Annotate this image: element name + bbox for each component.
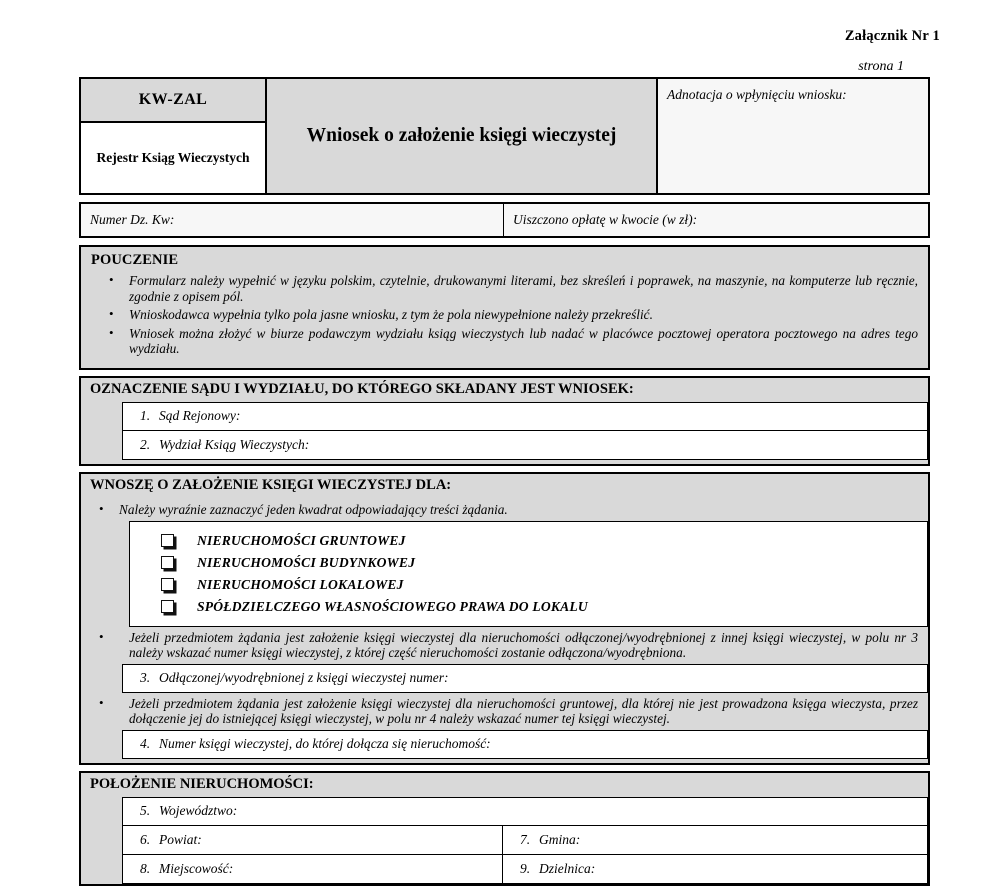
list-item: • Formularz należy wypełnić w języku polskim, czytelnie, drukowanymi literami, bez skreśleń i poprawek, na maszynie, na komputerze lub ręcznie, zgodnie z opisem pól. [91, 273, 918, 304]
instructions-heading: POUCZENIE [91, 252, 179, 268]
option-label: NIERUCHOMOŚCI LOKALOWEJ [197, 576, 404, 592]
field-number: 9. [520, 860, 531, 876]
field-dzielnica[interactable] [503, 855, 927, 883]
field-wojewodztwo[interactable] [122, 797, 928, 826]
option-label: NIERUCHOMOŚCI BUDYNKOWEJ [197, 554, 416, 570]
option-nieruchomosci-lokalowej[interactable] [130, 574, 927, 596]
field-4-wrapper [122, 730, 928, 759]
form-code: KW-ZAL [81, 79, 265, 123]
field-numer-ksiegi-wieczystej[interactable] [122, 730, 928, 759]
location-row-miejscowosc-dzielnica [122, 855, 928, 884]
field-number: 4. [140, 736, 151, 752]
field-label: Województwo: [159, 803, 238, 819]
annotation-box[interactable] [656, 79, 928, 193]
note-field-4: • Jeżeli przedmiotem żądania jest założenie księgi wieczystej dla nieruchomości gruntowej, dla której nie jest prowadzona księga wieczysta, przez dołączenie jej do istniejącej księgi wieczystej, w polu nr 4 należy wskazać numer tej księgi wieczystej. [81, 693, 928, 730]
property-type-options [129, 521, 928, 627]
field-label: Miejscowość: [159, 860, 234, 876]
list-item: • Należy wyraźnie zaznaczyć jeden kwadrat odpowiadający treści żądania. [81, 502, 928, 518]
empty-checkbox-icon[interactable] [161, 600, 174, 613]
case-number-row [79, 202, 930, 238]
location-section-heading: POŁOŻENIE NIERUCHOMOŚCI: [90, 775, 314, 792]
field-label: Sąd Rejonowy: [159, 408, 241, 424]
list-item: • Wnioskodawca wypełnia tylko pola jasne wniosku, z tym że pola niewypełnione należy przekreślić. [91, 307, 918, 323]
location-row-powiat-gmina [122, 826, 928, 855]
field-number: 3. [140, 670, 151, 686]
location-section [79, 771, 930, 886]
empty-checkbox-icon[interactable] [161, 534, 174, 547]
request-instruction-list [81, 502, 928, 518]
field-number: 1. [140, 408, 151, 424]
section-spacer [81, 759, 928, 763]
numer-dz-kw-label: Numer Dz. Kw: [90, 212, 175, 227]
option-nieruchomosci-budynkowej[interactable] [130, 552, 927, 574]
field-gmina[interactable] [503, 826, 927, 854]
field-sad-rejonowy[interactable] [122, 402, 928, 431]
page-number: strona 1 [858, 59, 904, 74]
form-body [79, 77, 930, 892]
option-nieruchomosci-gruntowej[interactable] [130, 530, 927, 552]
instructions-section [79, 245, 930, 370]
court-fields [122, 402, 928, 460]
court-section-heading: OZNACZENIE SĄDU I WYDZIAŁU, DO KTÓREGO SKŁADANY JEST WNIOSEK: [90, 380, 634, 397]
field-label: Wydział Ksiąg Wieczystych: [159, 436, 310, 452]
option-label: NIERUCHOMOŚCI GRUNTOWEJ [197, 532, 406, 548]
list-item: • Wniosek można złożyć w biurze podawczym wydziału ksiąg wieczystych lub nadać w placówce pocztowej operatora pocztowego na adres tego wydziału. [91, 326, 918, 357]
field-label: Dzielnica: [539, 860, 596, 876]
field-powiat[interactable] [123, 826, 503, 854]
field-number: 5. [140, 803, 151, 819]
empty-checkbox-icon[interactable] [161, 556, 174, 569]
fee-amount-field[interactable] [504, 204, 928, 236]
field-wydzial-ksiag-wieczystych[interactable] [122, 431, 928, 460]
field-number: 7. [520, 831, 531, 847]
form-header [79, 77, 930, 195]
option-spoldzielczego-wlasnosciowego-prawa-do-lokalu[interactable] [130, 596, 927, 618]
document-meta [0, 28, 940, 75]
note-field-3: • Jeżeli przedmiotem żądania jest założenie księgi wieczystej dla nieruchomości odłączonej/wyodrębnionej z innej księgi wieczystej, w polu nr 3 należy wskazać numer księgi wieczystej, z której część nieruchomości zostanie odłączona/wyodrębniona. [81, 627, 928, 664]
annotation-label: Adnotacja o wpłynięciu wniosku: [667, 87, 847, 102]
field-label: Powiat: [159, 831, 202, 847]
form-identity [81, 79, 267, 193]
field-number: 2. [140, 436, 151, 452]
field-3-wrapper [122, 664, 928, 693]
option-label: SPÓŁDZIELCZEGO WŁASNOŚCIOWEGO PRAWA DO LOKALU [197, 598, 588, 614]
field-number: 6. [140, 831, 151, 847]
attachment-number: Załącznik Nr 1 [844, 28, 940, 44]
request-section [79, 472, 930, 765]
fee-amount-label: Uiszczono opłatę w kwocie (w zł): [513, 212, 698, 227]
field-miejscowosc[interactable] [123, 855, 503, 883]
numer-dz-kw-field[interactable] [81, 204, 504, 236]
instructions-list [91, 273, 918, 357]
field-number: 8. [140, 860, 151, 876]
field-label: Gmina: [539, 831, 581, 847]
request-section-heading: WNOSZĘ O ZAŁOŻENIE KSIĘGI WIECZYSTEJ DLA: [90, 476, 452, 493]
empty-checkbox-icon[interactable] [161, 578, 174, 591]
register-name: Rejestr Ksiąg Wieczystych [81, 123, 265, 193]
field-label: Numer księgi wieczystej, do której dołącza się nieruchomość: [159, 736, 491, 752]
field-label: Odłączonej/wyodrębnionej z księgi wieczystej numer: [159, 670, 449, 686]
location-fields [122, 797, 928, 884]
court-section [79, 376, 930, 466]
form-title: Wniosek o założenie księgi wieczystej [267, 79, 656, 193]
field-odlaczonej-wyodrebnionej[interactable] [122, 664, 928, 693]
section-spacer [81, 460, 928, 464]
